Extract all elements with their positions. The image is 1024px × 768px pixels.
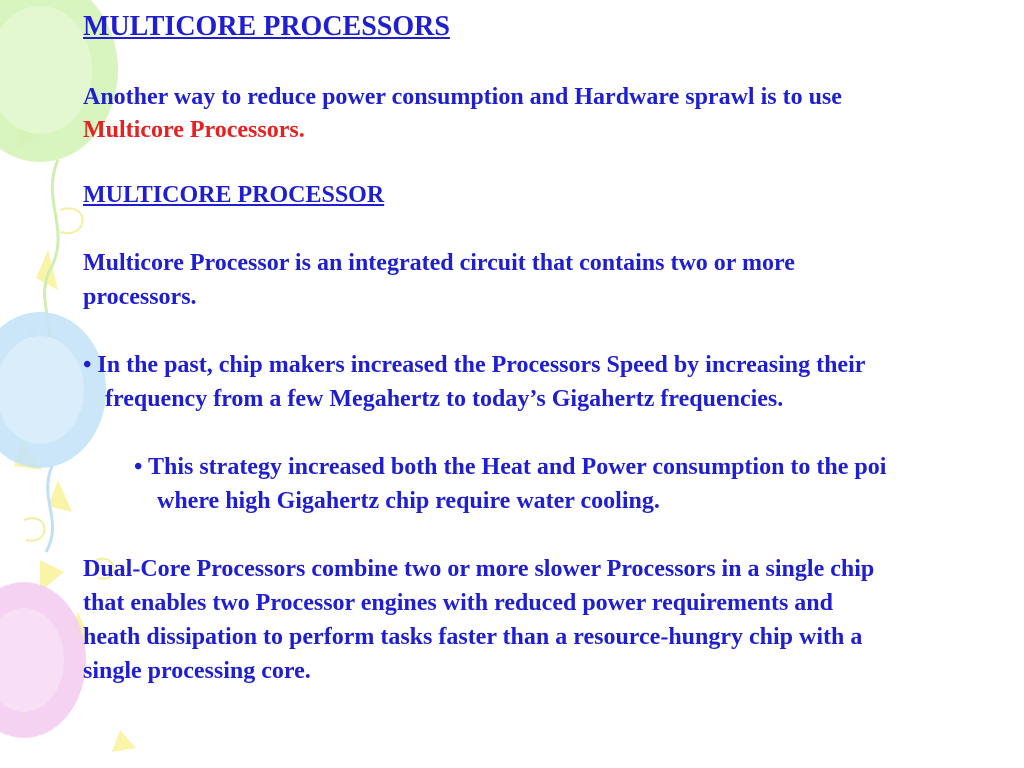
- bullet-1-line-1: • In the past, chip makers increased the Processors Speed by increasing their: [83, 352, 866, 378]
- intro-line-2: Multicore Processors.: [83, 117, 305, 143]
- pink-balloon: [0, 582, 86, 738]
- slide-title: MULTICORE PROCESSORS: [83, 11, 450, 42]
- dual-core-line-3: heath dissipation to perform tasks faster than a resource-hungry chip with a: [83, 624, 863, 650]
- definition-line-2: processors.: [83, 284, 197, 310]
- intro-line-1: Another way to reduce power consumption and Hardware sprawl is to use: [83, 84, 842, 110]
- dual-core-line-4: single processing core.: [83, 658, 311, 684]
- bullet-2-line-2: where high Gigahertz chip require water cooling.: [157, 488, 660, 514]
- dual-core-line-2: that enables two Processor engines with reduced power requirements and: [83, 590, 833, 616]
- bullet-1-line-2: frequency from a few Megahertz to today’s Gigahertz frequencies.: [105, 386, 784, 412]
- subheading: MULTICORE PROCESSOR: [83, 182, 385, 208]
- bullet-2-line-1: • This strategy increased both the Heat and Power consumption to the poi: [134, 454, 887, 480]
- definition-line-1: Multicore Processor is an integrated circuit that contains two or more: [83, 250, 795, 276]
- dual-core-line-1: Dual-Core Processors combine two or more slower Processors in a single chip: [83, 556, 875, 582]
